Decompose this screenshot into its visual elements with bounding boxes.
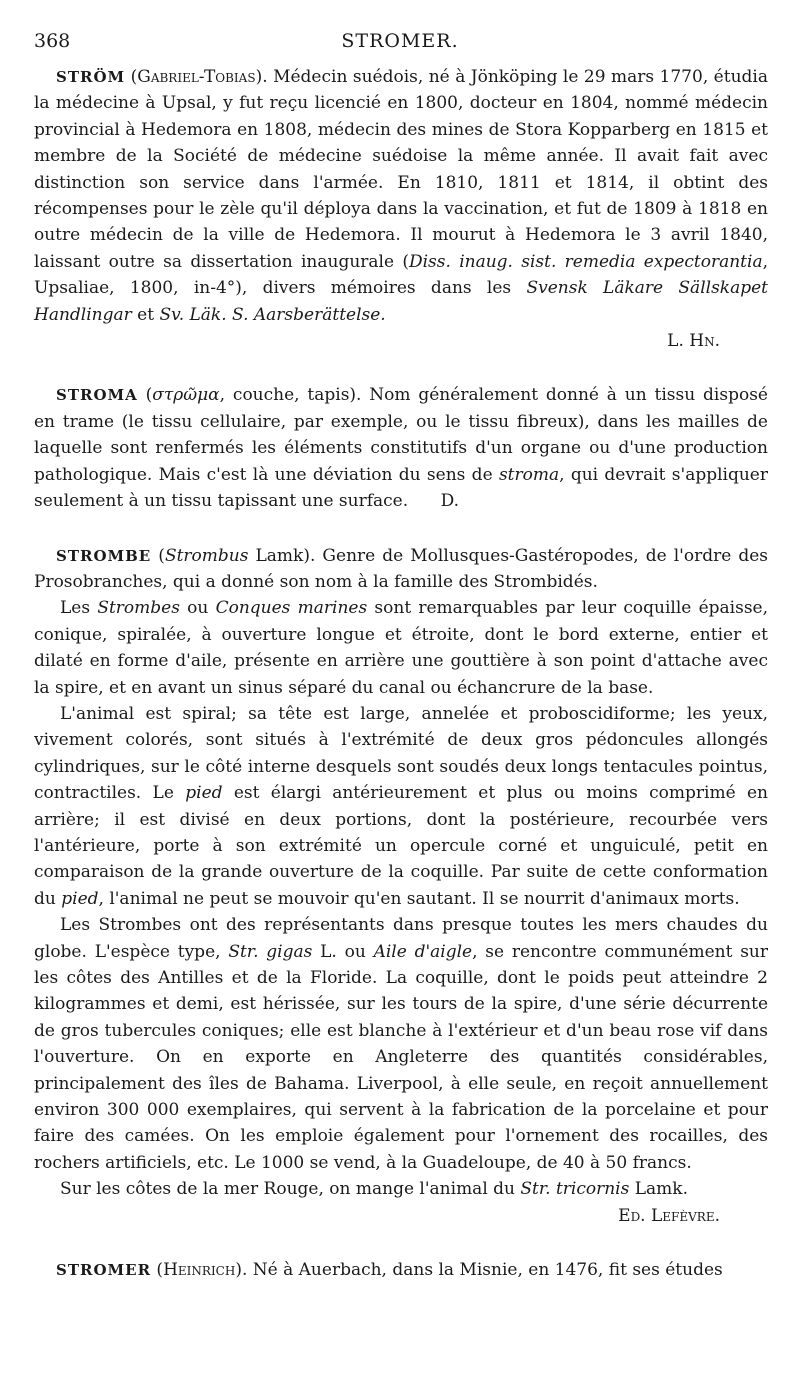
entry-stroma	[34, 382, 768, 514]
text-span: Lamk). Genre de Mollusques-Gastéropodes, de l'ordre des Prosobranches, qui a donné son nom à la famille des Strombidés.	[34, 545, 768, 592]
greek-word: στρῶμα	[152, 385, 220, 406]
text-span: Médecin suédois, né à Jönköping le 29 mars 1770, étudia la médecine à Upsal, y fut reçu licencié en 1800, docteur en 1804, nommé médecin provincial à Hedemora en 1808, médecin des mines de Stora Kopparberg en 1815 et membre de la Société de médecine suédoise la même année. Il avait fait avec distinction son service dans l'armée. En 1810, 1811 et 1814, il obtint des récompenses pour le zèle qu'il déploya dans la vaccination, et fut de 1809 à 1818 en outre médecin de la ville de Hedemora. Il mourut à Hedemora le 3 avril 1840, laissant outre sa dissertation inaugurale (	[34, 67, 768, 272]
italic-term: Conques marines	[215, 598, 368, 619]
running-header	[34, 30, 766, 60]
headword: STROMBE	[56, 546, 152, 565]
entry-gap	[34, 515, 768, 543]
text-span: ou	[179, 598, 216, 619]
author-signature: L. Hn.	[667, 331, 720, 352]
author-signature: D.	[440, 491, 460, 512]
text-span: Les	[60, 598, 98, 619]
person-name: Heinrich	[163, 1260, 236, 1281]
entry-strombe-p3	[34, 701, 768, 912]
italic-term: Str. tricornis	[520, 1179, 630, 1200]
italic-term: Strombes	[97, 598, 180, 619]
italic-term: Strombus	[164, 545, 249, 566]
italic-term: Aile d'aigle	[373, 941, 473, 962]
entry-strombe-p2	[34, 595, 768, 701]
entry-strombe-p4	[34, 912, 768, 1176]
entry-stromer-text: STROMER (Heinrich). Né à Auerbach, dans la Misnie, en 1476, fit ses études	[56, 1260, 723, 1281]
entry-strombe-p1	[34, 543, 768, 596]
entry-stroma-text	[34, 382, 768, 514]
text-span: Sur les côtes de la mer Rouge, on mange l'animal du	[60, 1179, 521, 1200]
entry-strom-text: STRÖM (Gabriel-Tobias). Médecin suédois, né à Jönköping le 29 mars 1770, étudia la médecine à Upsal, y fut reçu licencié en 1800, docteur en 1804, nommé médecin provincial à Hedemora en 1808, médecin des mines de Stora Kopparberg en 1815 et membre de la Société de médecine suédoise la même année. Il avait fait avec distinction son service dans l'armée. En 1810, 1811 et 1814, il obtint des récompenses pour le zèle qu'il déploya dans la vaccination, et fut de 1809 à 1818 en outre médecin de la ville de Hedemora. Il mourut à Hedemora le 3 avril 1840, laissant outre sa dissertation inaugurale (Diss. inaug. sist. remedia expectorantia, Upsaliae, 1800, in-4°), divers mémoires dans les Svensk Läkare Sällskapet Handlingar et Sv. Läk. S. Aarsberättelse.	[34, 67, 769, 325]
italic-term: stroma	[498, 464, 560, 485]
headword: STROMER	[56, 1261, 152, 1280]
text-span: , Upsaliae, 1800, in-4°), divers mémoires dans les	[34, 251, 768, 299]
entry-strombe-p5	[34, 1176, 768, 1202]
text-span: L'animal est spiral; sa tête est large, annelée et proboscidiforme; les yeux, vivement colorés, sont situés à l'extrémité de deux gros pédoncules allongés cylindriques, sur le côté interne desquels sont soudés deux longs tentacules pointus, contractiles. Le	[34, 703, 768, 804]
page-body	[34, 64, 768, 1283]
italic-term: Str. gigas	[228, 941, 313, 962]
headword: STRÖM	[56, 68, 126, 86]
entry-strom	[34, 64, 768, 354]
text-span: Lamk.	[629, 1179, 688, 1200]
text-span: L. ou	[312, 941, 374, 962]
italic-term: pied	[61, 888, 99, 909]
text-span: , l'animal ne peut se mouvoir qu'en sautant. Il se nourrit d'animaux morts.	[98, 888, 740, 909]
text-span: (	[151, 545, 165, 566]
text-span: est élargi antérieurement et plus ou moins comprimé en arrière; il est divisé en deux portions, dont la postérieure, recourbée vers l'antérieure, porte à son extrémité un opercule corné et unguiculé, petit en comparaison de la grande ouverture de la coquille. Par suite de cette conformation du	[34, 783, 768, 909]
entry-strombe	[34, 543, 768, 1230]
text-span: , couche, tapis). Nom généralement donné à un tissu disposé en trame (le tissu cellulaire, par exemple, ou le tissu fibreux), dans les mailles de laquelle sont renfermés les éléments constitutifs d'un organe ou d'une production pathologique. Mais c'est là une déviation du sens de	[34, 385, 768, 485]
text-span: Les Strombes ont des représentants dans presque toutes les mers chaudes du globe. L'espèce type,	[34, 915, 768, 962]
text-span: Né à Auerbach, dans la Misnie, en 1476, fit ses études	[252, 1260, 723, 1281]
italic-title: Sv. Läk. S. Aarsberättelse.	[159, 304, 386, 325]
running-title: STROMER.	[341, 30, 459, 52]
italic-term: pied	[185, 783, 223, 804]
author-signature: Ed. Lefèvre.	[618, 1205, 720, 1226]
text-span: , se rencontre communément sur les côtes des Antilles et de la Floride. La coquille, dont le poids peut atteindre 2 kilogrammes et demi, est hérissée, sur les tours de la spire, d'une série décurrente de gros tubercules coniques; elle est blanche à l'extérieur et d'un beau rose vif dans l'ouverture. On en exporte en Angleterre des quantités considérables, principalement des îles de Bahama. Liverpool, à elle seule, en reçoit annuellement environ 300 000 exemplaires, qui servent à la fabrication de la porcelaine et pour faire des camées. On les emploie également pour l'ornement des rocailles, des rochers artificiels, etc. Le 1000 se vend, à la Guadeloupe, de 40 à 50 francs.	[34, 941, 769, 1173]
headword: STROMA	[56, 386, 138, 405]
entry-gap	[34, 1229, 768, 1257]
italic-title: Svensk Läkare Sällskapet Handlingar	[34, 278, 769, 325]
person-name: Gabriel-Tobias	[137, 67, 256, 87]
entry-gap	[34, 354, 768, 382]
entry-stromer	[34, 1257, 768, 1283]
text-span: sont remarquables par leur coquille épaisse, conique, spiralée, à ouverture longue et étroite, dont le bord externe, entier et dilaté en forme d'aile, présente en arrière une gouttière à son point d'attache avec la spire, et en avant un sinus séparé du canal ou échancrure de la base.	[34, 598, 769, 698]
text-span: (	[137, 385, 153, 406]
text-span: et	[131, 304, 160, 325]
italic-title: Diss. inaug. sist. remedia expectorantia	[408, 251, 763, 272]
text-span: , qui devrait s'appliquer seulement à un tissu tapissant une surface.	[34, 464, 768, 512]
page-number: 368	[34, 30, 71, 52]
